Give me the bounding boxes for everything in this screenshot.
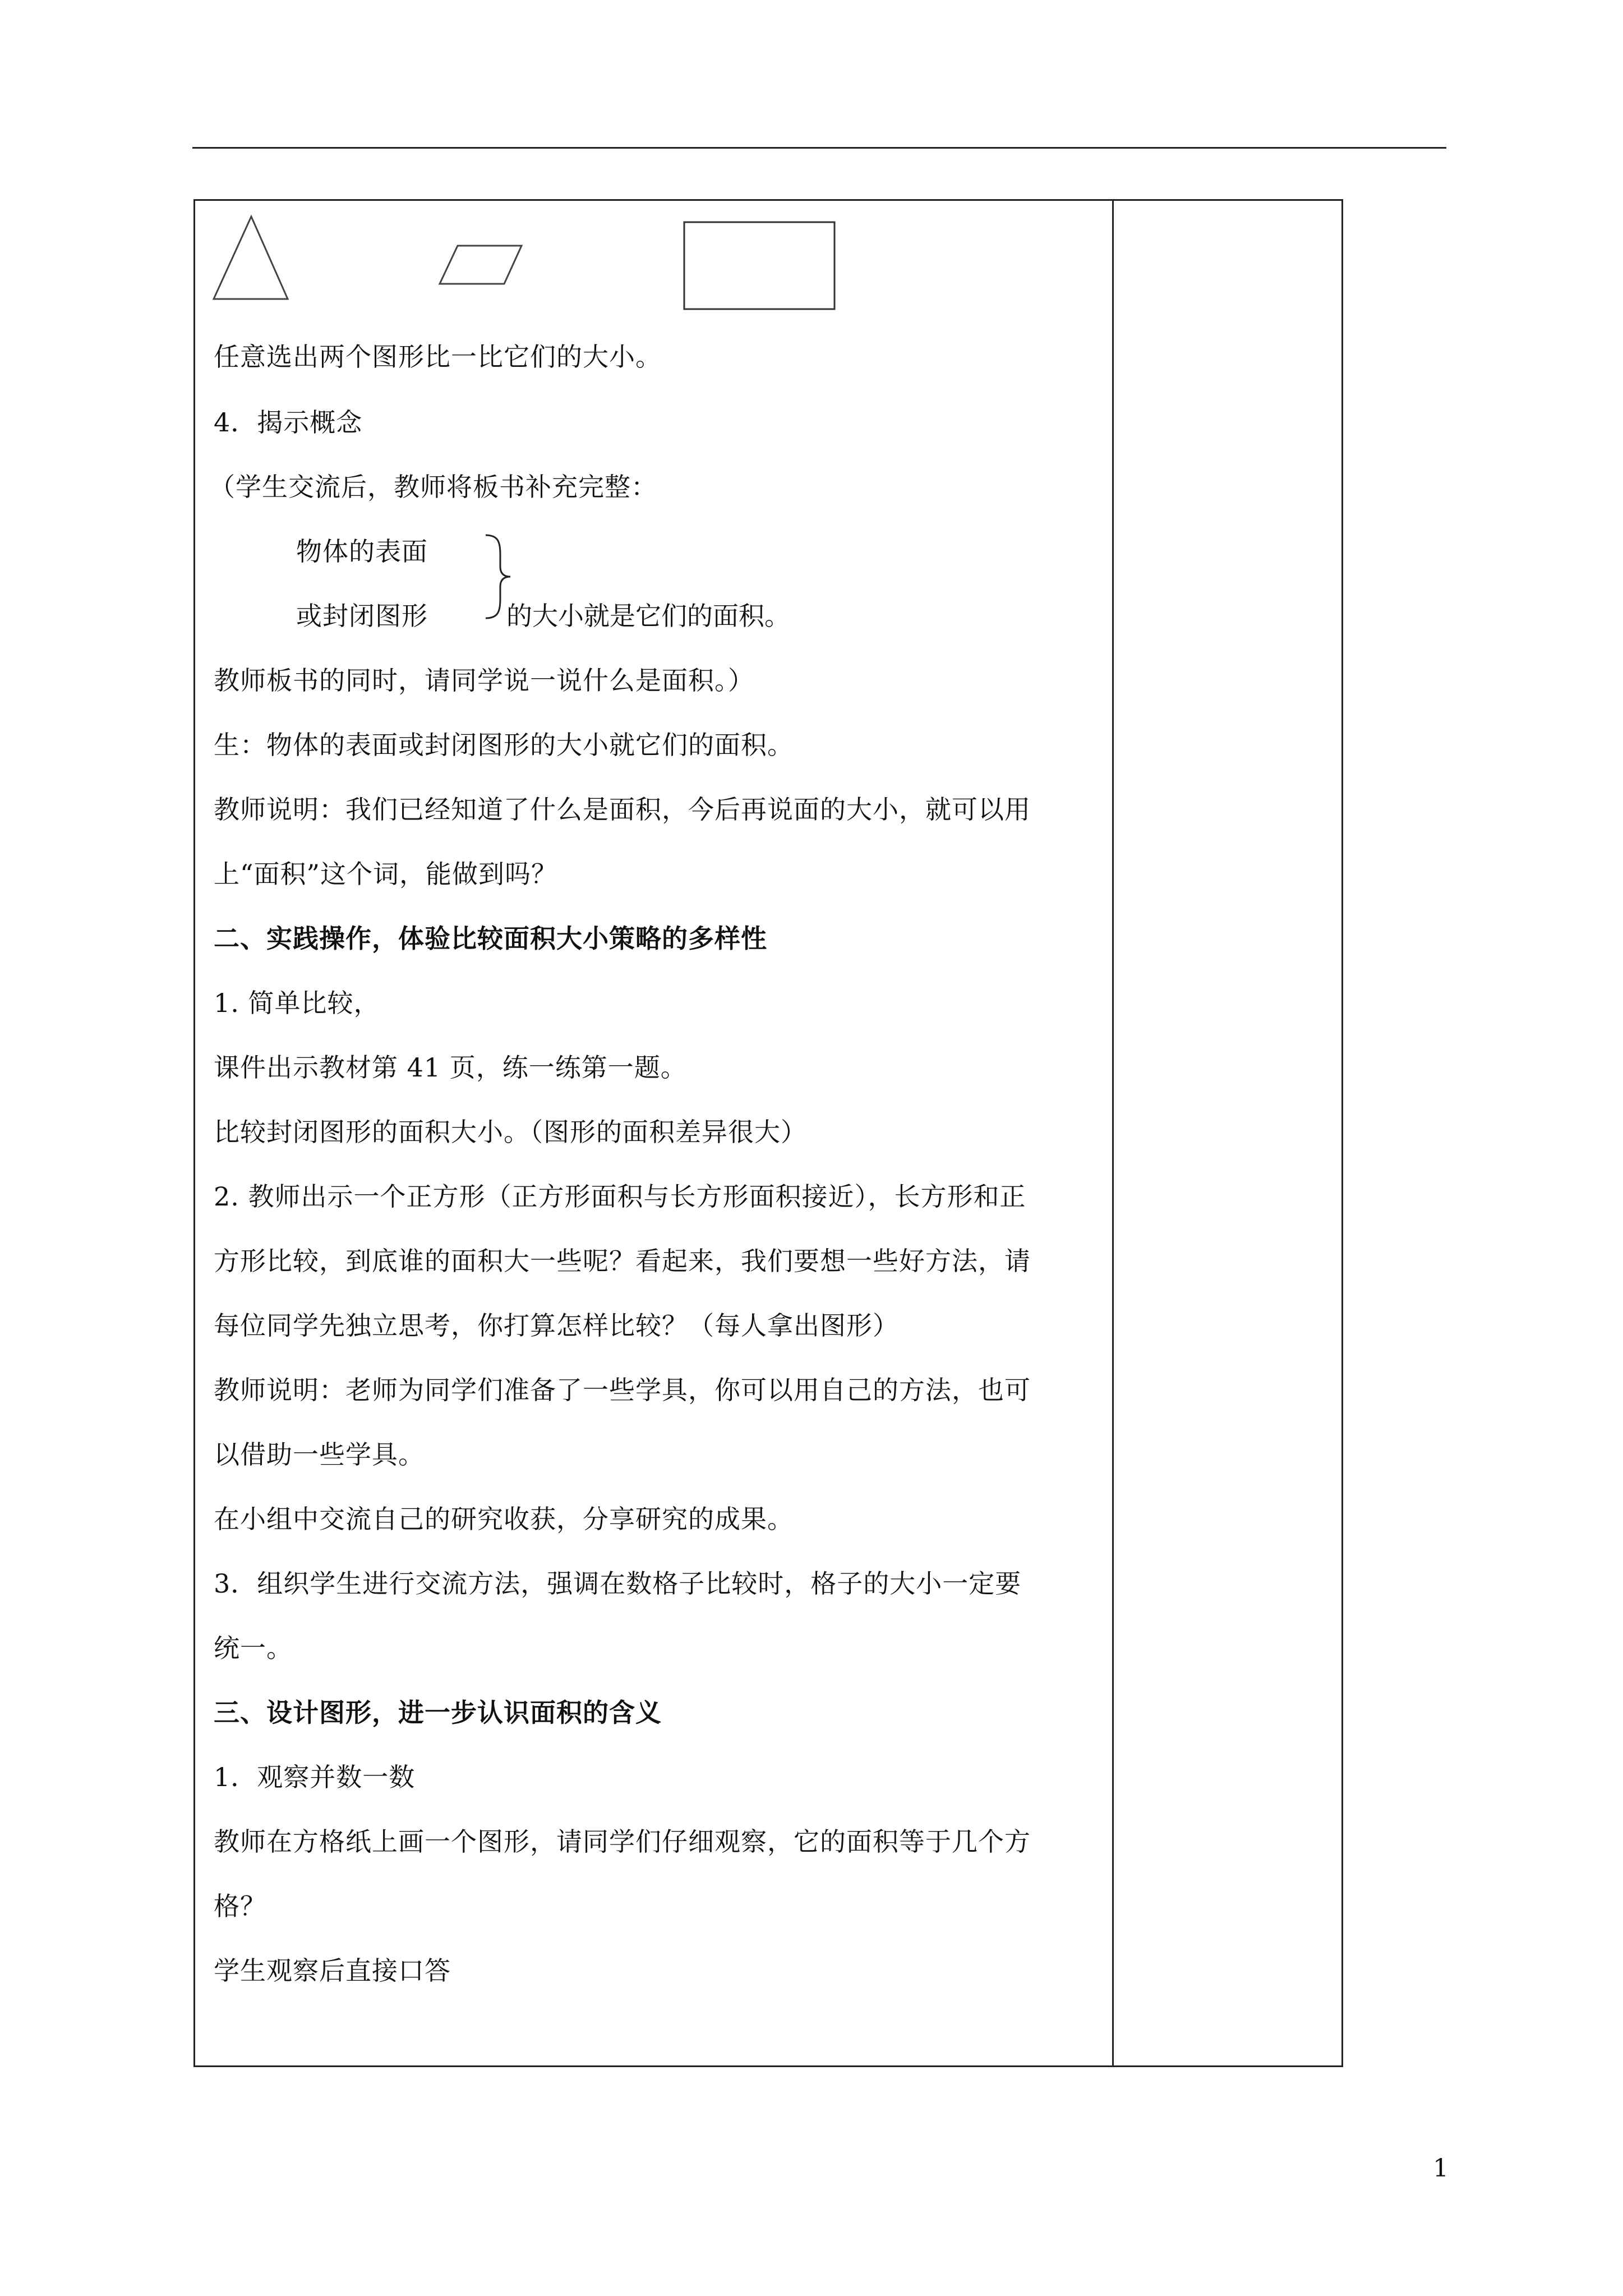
paragraph: 任意选出两个图形比一比它们的大小。 <box>214 342 662 372</box>
page-number: 1 <box>1433 2154 1449 2183</box>
paragraph: 3．组织学生进行交流方法，强调在数格子比较时，格子的大小一定要 <box>214 1568 1022 1599</box>
paragraph: 1．观察并数一数 <box>214 1762 416 1792</box>
paragraph: 课件出示教材第 41 页，练一练第一题。 <box>214 1052 687 1083</box>
paragraph: 格？ <box>214 1891 266 1921</box>
lesson-content-cell <box>195 201 1112 2065</box>
parallelogram-shape <box>440 246 522 284</box>
paragraph: 1. 简单比较， <box>214 988 380 1018</box>
paragraph: 学生观察后直接口答 <box>214 1955 451 1986</box>
header-rule <box>192 147 1446 149</box>
paragraph: 上“面积”这个词，能做到吗？ <box>214 859 558 889</box>
paragraph: 方形比较，到底谁的面积大一些呢？看起来，我们要想一些好方法，请 <box>214 1246 1031 1276</box>
paragraph: 2. 教师出示一个正方形（正方形面积与长方形面积接近），长方形和正 <box>214 1181 1026 1212</box>
paragraph: （学生交流后，教师将板书补充完整： <box>209 472 657 502</box>
paragraph: 教师板书的同时，请同学说一说什么是面积。） <box>214 665 754 696</box>
paragraph: 每位同学先独立思考，你打算怎样比较？（每人拿出图形） <box>214 1310 899 1341</box>
paragraph: 生：物体的表面或封闭图形的大小就它们的面积。 <box>214 730 794 760</box>
paragraph: 4．揭示概念 <box>214 407 363 438</box>
triangle-shape <box>214 217 288 299</box>
paragraph: 比较封闭图形的面积大小。（图形的面积差异很大） <box>214 1117 807 1147</box>
section-heading: 三、设计图形，进一步认识面积的含义 <box>214 1697 662 1728</box>
paragraph: 统一。 <box>214 1633 293 1663</box>
shapes-figure <box>195 201 1112 324</box>
lesson-table <box>193 199 1343 2067</box>
paragraph: 在小组中交流自己的研究收获，分享研究的成果。 <box>214 1504 794 1534</box>
concept-definition: 的大小就是它们的面积。 <box>506 601 790 631</box>
rectangle-shape <box>684 222 834 309</box>
section-heading: 二、实践操作，体验比较面积大小策略的多样性 <box>214 923 767 954</box>
paragraph: 教师在方格纸上画一个图形，请同学们仔细观察，它的面积等于几个方 <box>214 1826 1031 1857</box>
concept-term-surface: 物体的表面 <box>296 536 428 567</box>
paragraph: 教师说明：老师为同学们准备了一些学具，你可以用自己的方法，也可 <box>214 1375 1031 1405</box>
paragraph: 教师说明：我们已经知道了什么是面积，今后再说面的大小，就可以用 <box>214 794 1031 825</box>
paragraph: 以借助一些学具。 <box>214 1439 425 1470</box>
notes-cell <box>1114 201 1341 2065</box>
concept-term-closed-shape: 或封闭图形 <box>296 601 428 631</box>
